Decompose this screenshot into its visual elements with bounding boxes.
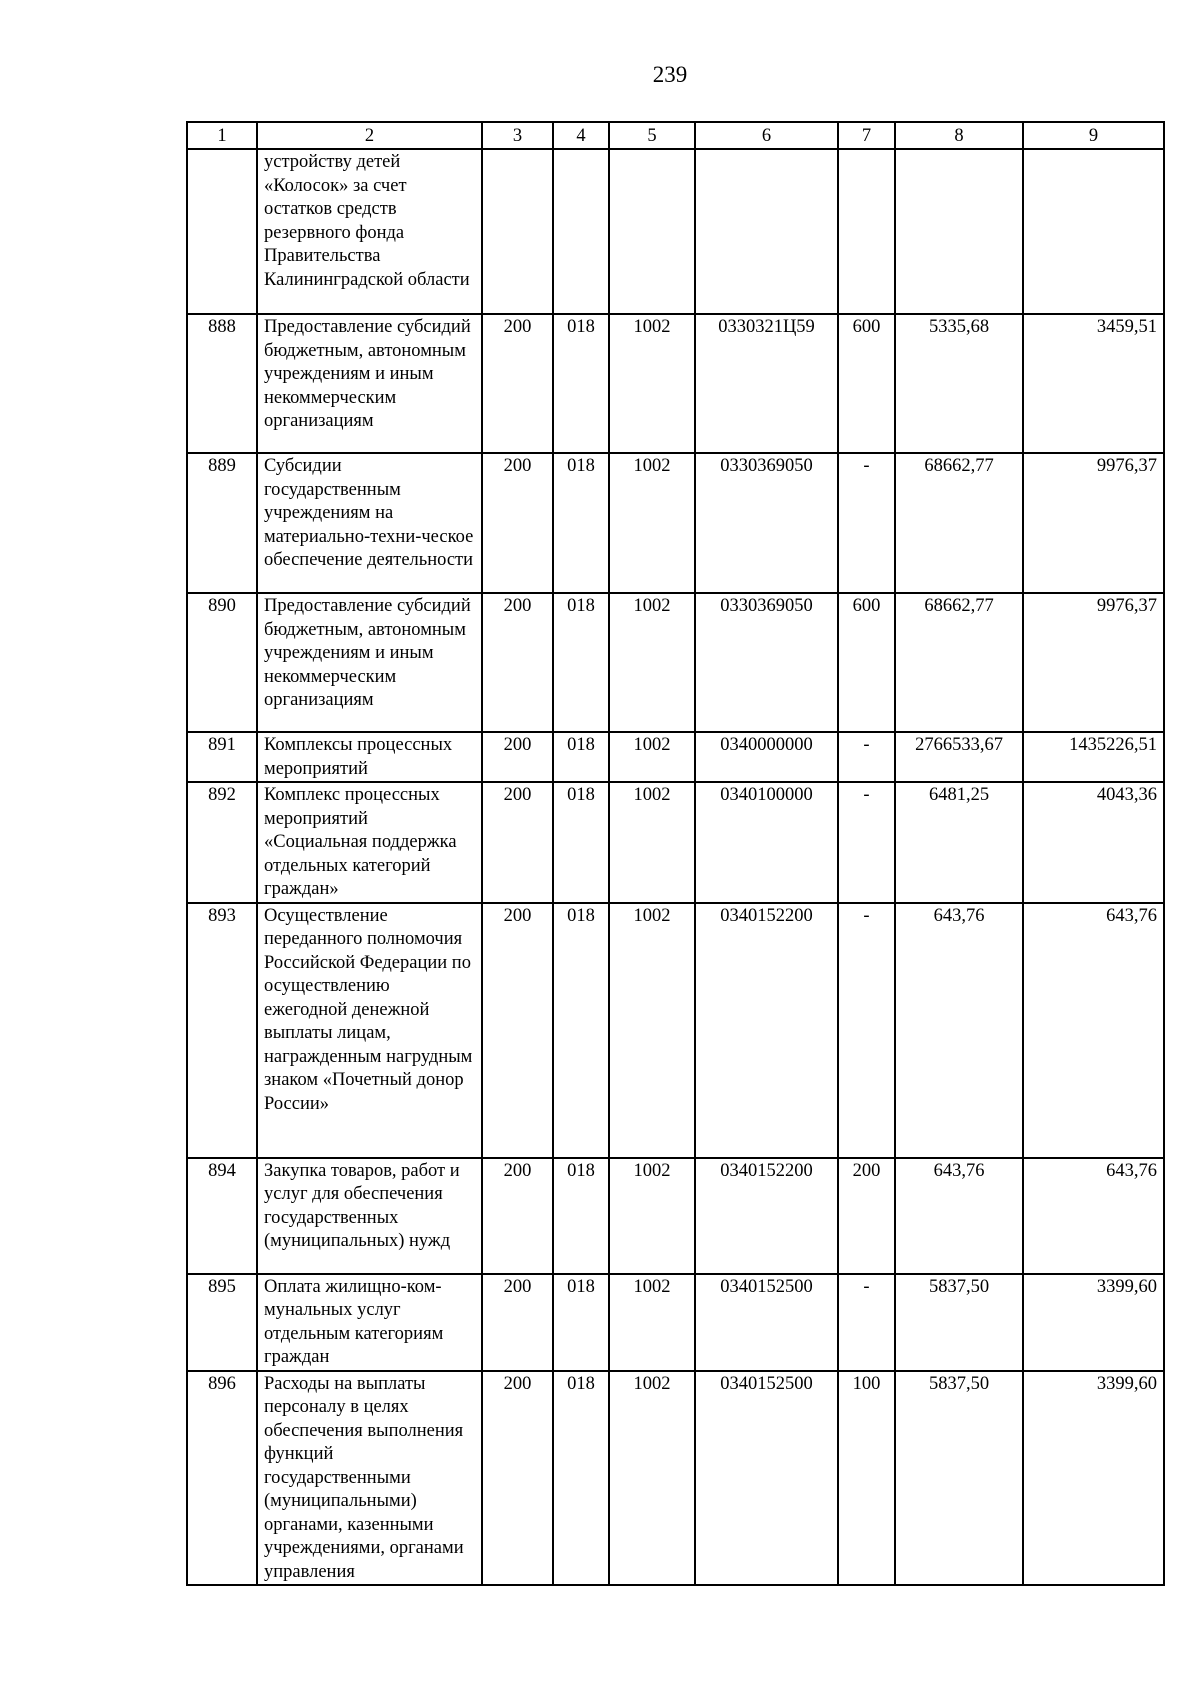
cell-col5: 1002 [609,314,695,453]
cell-col6: 0330369050 [695,453,838,593]
table-row [187,1274,1164,1371]
row-name: Комплекс процессных мероприятий «Социальная поддержка отдельных категорий граждан» [257,782,482,903]
row-number: 891 [187,732,257,782]
table-row [187,903,1164,1158]
row-number [187,149,257,314]
cell-col8: 643,76 [895,1158,1023,1274]
cell-col6: 0330321Ц59 [695,314,838,453]
cell-col3: 200 [482,1371,553,1586]
table-row [187,1158,1164,1274]
row-number: 894 [187,1158,257,1274]
row-number: 889 [187,453,257,593]
cell-col3: 200 [482,453,553,593]
row-number: 896 [187,1371,257,1586]
cell-col7: - [838,1274,895,1371]
column-header: 3 [482,122,553,149]
cell-col4: 018 [553,732,609,782]
header-row [187,122,1164,149]
cell-col6: 0330369050 [695,593,838,732]
cell-col8: 68662,77 [895,453,1023,593]
table-row [187,453,1164,593]
column-header: 5 [609,122,695,149]
cell-col7: 600 [838,593,895,732]
cell-col9: 9976,37 [1023,593,1164,732]
cell-col3 [482,149,553,314]
cell-col9: 643,76 [1023,903,1164,1158]
cell-col6: 0340152200 [695,903,838,1158]
cell-col7: - [838,732,895,782]
row-name: Осуществление переданного полномочия Российской Федерации по осуществлению ежегодной денежной выплаты лицам, награжденным нагрудным знаком «Почетный донор России» [257,903,482,1158]
cell-col7: - [838,903,895,1158]
cell-col3: 200 [482,314,553,453]
cell-col9: 643,76 [1023,1158,1164,1274]
budget-table [186,121,1165,1586]
cell-col9 [1023,149,1164,314]
cell-col6: 0340100000 [695,782,838,903]
row-name: Субсидии государственным учреждениям на материально-техни-ческое обеспечение деятельности [257,453,482,593]
row-name: Предоставление субсидий бюджетным, автономным учреждениям и иным некоммерческим организациям [257,314,482,453]
cell-col7: 100 [838,1371,895,1586]
cell-col5: 1002 [609,453,695,593]
cell-col3: 200 [482,732,553,782]
cell-col5: 1002 [609,732,695,782]
cell-col4 [553,149,609,314]
cell-col3: 200 [482,903,553,1158]
cell-col5: 1002 [609,593,695,732]
cell-col4: 018 [553,1274,609,1371]
cell-col4: 018 [553,453,609,593]
cell-col9: 3399,60 [1023,1371,1164,1586]
column-header: 2 [257,122,482,149]
cell-col5: 1002 [609,903,695,1158]
cell-col9: 4043,36 [1023,782,1164,903]
row-name: Предоставление субсидий бюджетным, автономным учреждениям и иным некоммерческим организациям [257,593,482,732]
cell-col8: 5837,50 [895,1371,1023,1586]
table-row [187,732,1164,782]
cell-col3: 200 [482,782,553,903]
row-number: 892 [187,782,257,903]
row-name: Комплексы процессных мероприятий [257,732,482,782]
cell-col5: 1002 [609,1158,695,1274]
table-row [187,149,1164,314]
table-row [187,593,1164,732]
row-name: устройству детей «Колосок» за счет остатков средств резервного фонда Правительства Калининградской области [257,149,482,314]
row-number: 893 [187,903,257,1158]
row-name: Расходы на выплаты персоналу в целях обеспечения выполнения функций государственными (муниципальными) органами, казенными учреждениями, органами управления [257,1371,482,1586]
cell-col6: 0340152500 [695,1274,838,1371]
cell-col8: 5335,68 [895,314,1023,453]
table-row [187,782,1164,903]
row-name: Оплата жилищно-ком-мунальных услуг отдельным категориям граждан [257,1274,482,1371]
cell-col8: 643,76 [895,903,1023,1158]
cell-col7: 200 [838,1158,895,1274]
cell-col6: 0340152500 [695,1371,838,1586]
column-header: 1 [187,122,257,149]
cell-col7: - [838,782,895,903]
cell-col8 [895,149,1023,314]
page-number: 239 [652,62,688,87]
column-header: 6 [695,122,838,149]
cell-col7 [838,149,895,314]
cell-col3: 200 [482,1158,553,1274]
cell-col5: 1002 [609,782,695,903]
table-row [187,314,1164,453]
cell-col7: 600 [838,314,895,453]
cell-col9: 3459,51 [1023,314,1164,453]
column-header: 4 [553,122,609,149]
cell-col9: 9976,37 [1023,453,1164,593]
column-header: 9 [1023,122,1164,149]
cell-col9: 1435226,51 [1023,732,1164,782]
cell-col6: 0340152200 [695,1158,838,1274]
cell-col8: 68662,77 [895,593,1023,732]
row-number: 888 [187,314,257,453]
cell-col5 [609,149,695,314]
column-header: 7 [838,122,895,149]
cell-col3: 200 [482,1274,553,1371]
cell-col4: 018 [553,782,609,903]
row-number: 895 [187,1274,257,1371]
column-header: 8 [895,122,1023,149]
table-body [187,122,1164,1585]
cell-col4: 018 [553,593,609,732]
cell-col5: 1002 [609,1274,695,1371]
cell-col3: 200 [482,593,553,732]
table-row [187,1371,1164,1586]
row-name: Закупка товаров, работ и услуг для обеспечения государственных (муниципальных) нужд [257,1158,482,1274]
cell-col8: 6481,25 [895,782,1023,903]
cell-col4: 018 [553,1371,609,1586]
row-number: 890 [187,593,257,732]
cell-col5: 1002 [609,1371,695,1586]
cell-col4: 018 [553,314,609,453]
cell-col8: 2766533,67 [895,732,1023,782]
cell-col6: 0340000000 [695,732,838,782]
cell-col4: 018 [553,903,609,1158]
cell-col9: 3399,60 [1023,1274,1164,1371]
cell-col4: 018 [553,1158,609,1274]
cell-col7: - [838,453,895,593]
cell-col6 [695,149,838,314]
cell-col8: 5837,50 [895,1274,1023,1371]
